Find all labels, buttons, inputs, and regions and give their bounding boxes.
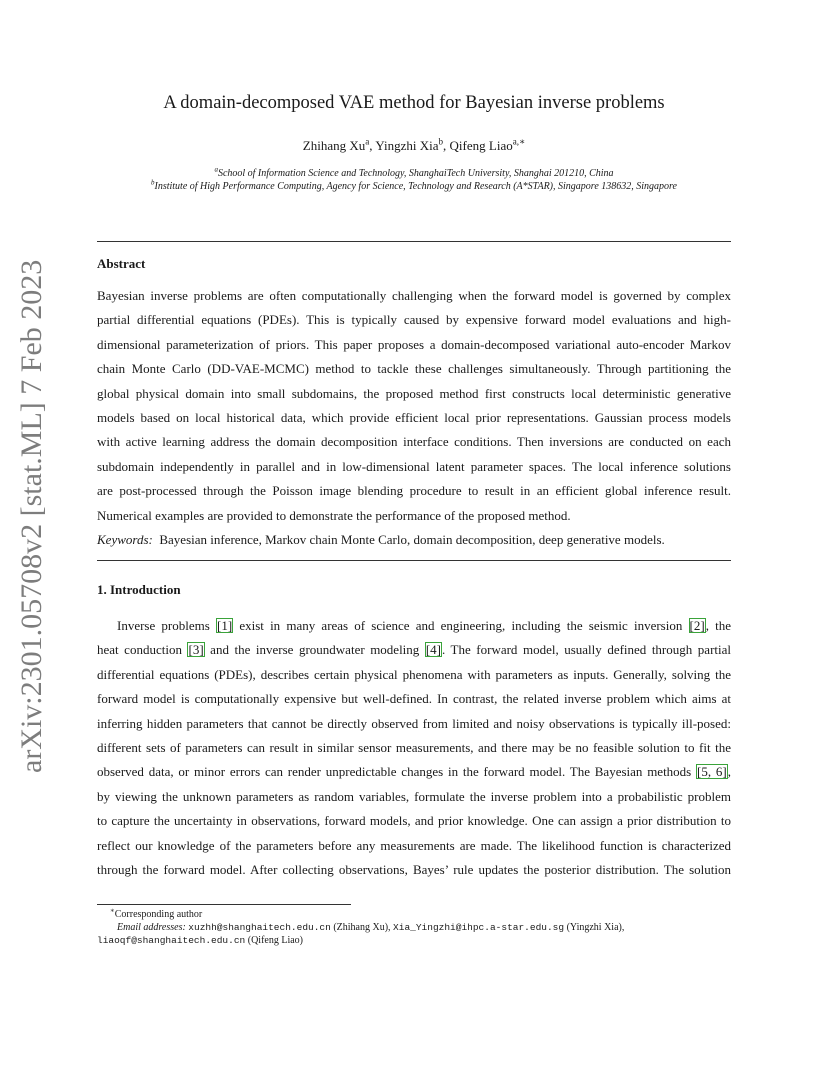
- abstract-body: [97, 284, 731, 552]
- abstract-line: chain Monte Carlo (DD-VAE-MCMC) method to tackle these challenges simultaneously. Through partitioning the: [97, 361, 731, 377]
- affiliation: [0, 165, 828, 179]
- abstract-line: are post-processed through the Poisson image blending procedure to result in an efficient global inference result.: [97, 483, 731, 499]
- abstract-line: Bayesian inverse problems are often computationally challenging when the forward model is governed by complex: [97, 288, 731, 303]
- citation-link[interactable]: [4]: [425, 642, 441, 658]
- citation-link[interactable]: [5, 6]: [697, 764, 727, 780]
- citation-link[interactable]: [2]: [689, 618, 705, 633]
- author-affiliation-mark: a,∗: [512, 136, 526, 147]
- email-owner: (Yingzhi Xia),: [564, 922, 625, 933]
- email-owner: (Zhihang Xu),: [330, 922, 394, 933]
- paper-title: A domain-decomposed VAE method for Bayesian inverse problems: [163, 93, 665, 113]
- abstract-heading: Abstract: [97, 256, 146, 271]
- intro-line: to capture the uncertainty in observations, forward models, and prior knowledge. One can assign a prior distribution to: [97, 813, 731, 829]
- keywords-line: [97, 528, 731, 552]
- intro-line: inferring hidden parameters that cannot be directly observed from limited and noisy observations is typically ill-posed:: [97, 715, 731, 731]
- footnote-text: Corresponding author: [114, 909, 203, 920]
- affiliation-text: School of Information Science and Technology, ShanghaiTech University, Shanghai 201210, China: [217, 168, 614, 179]
- abstract-line: dimensional parameterization of priors. This paper proposes a domain-decomposed variational auto-encoder Markov: [97, 336, 731, 352]
- keywords-label: Keywords:: [97, 532, 153, 548]
- intro-text: ,: [727, 764, 731, 780]
- intro-line: by viewing the unknown parameters as random variables, formulate the inverse problem into a probabilistic problem: [97, 788, 731, 804]
- intro-line: [97, 638, 731, 662]
- introduction-heading: 1. Introduction: [97, 582, 181, 597]
- author-name: Yingzhi Xia: [375, 138, 439, 153]
- intro-line: differential equations (PDEs), describes certain physical phenomena with parameters as inputs. Generally, solving the: [97, 666, 731, 682]
- keywords-text: Bayesian inference, Markov chain Monte Carlo, domain decomposition, deep generative models.: [159, 532, 665, 548]
- intro-text: Inverse problems: [117, 618, 216, 633]
- intro-line: [97, 614, 731, 638]
- intro-text: , the: [705, 618, 731, 633]
- arxiv-identifier: arXiv:2301.05708v2 [stat.ML] 7 Feb 2023: [15, 259, 48, 773]
- intro-text: . The forward model, usually defined through partial: [442, 642, 731, 658]
- author-affiliation-mark: b: [438, 136, 444, 147]
- footnote-emails: [117, 921, 757, 934]
- footnote-corresponding: ∗Corresponding author: [110, 906, 203, 920]
- intro-line: forward model is computationally expensive but well-defined. In contrast, the related inverse problem which aims at: [97, 691, 731, 707]
- footnote-emails-continued: [97, 934, 737, 947]
- abstract-top-rule: [97, 241, 731, 242]
- author-name: Zhihang Xu: [302, 138, 366, 153]
- abstract-line: Numerical examples are provided to demonstrate the performance of the proposed method.: [97, 507, 571, 523]
- intro-text: and the inverse groundwater modeling: [204, 642, 425, 658]
- abstract-line: global physical domain into small subdomains, the proposed method first constructs local deterministic generative: [97, 385, 731, 401]
- intro-text: exist in many areas of science and engineering, including the seismic inversion: [233, 618, 689, 633]
- abstract-line: subdomain independently in parallel and in low-dimensional latent parameter spaces. The local inference solutions: [97, 458, 731, 474]
- email-owner: (Qifeng Liao): [245, 935, 303, 946]
- citation-link[interactable]: [3]: [188, 642, 204, 658]
- intro-line: reflect our knowledge of the parameters before any measurements are made. The likelihood function is characterized: [97, 837, 731, 853]
- author-name: Qifeng Liao: [449, 138, 513, 153]
- affiliation-mark: a: [214, 165, 218, 174]
- email-address[interactable]: liaoqf@shanghaitech.edu.cn: [97, 935, 246, 946]
- footnote-rule: [97, 904, 351, 905]
- affiliation-text: Institute of High Performance Computing, Agency for Science, Technology and Research (A*STAR), Singapore 138632, Singapore: [154, 181, 677, 192]
- affiliation-mark: b: [150, 178, 155, 187]
- introduction-body: [97, 614, 731, 882]
- abstract-line: with active learning address the domain decomposition interface conditions. Then inversions are conducted on each: [97, 434, 731, 450]
- intro-text: heat conduction: [97, 642, 188, 658]
- author-list: Zhihang Xu$^a$, Yingzhi Xia$^b$, Qifeng Liao$^{a,∗}$: [302, 136, 526, 153]
- intro-line: different sets of parameters can result in similar sensor measurements, and there may be no feasible solution to fit the: [97, 740, 731, 756]
- abstract-line: partial differential equations (PDEs). This is typically caused by expensive forward model evaluations and high-: [97, 312, 731, 328]
- abstract-bottom-rule: [97, 560, 731, 561]
- intro-line: through the forward model. After collecting observations, Bayes’ rule updates the posterior distribution. The solution: [97, 862, 731, 878]
- affiliation: [0, 178, 828, 192]
- intro-text: observed data, or minor errors can render unpredictable changes in the forward model. The Bayesian methods: [97, 764, 697, 780]
- email-address[interactable]: xuzhh@shanghaitech.edu.cn: [188, 922, 331, 933]
- citation-link[interactable]: [1]: [217, 618, 233, 633]
- email-address[interactable]: Xia_Yingzhi@ihpc.a-star.edu.sg: [393, 922, 565, 933]
- abstract-line: models based on local historical data, which provide efficient local prior representations. Gaussian process models: [97, 410, 731, 426]
- email-label: Email addresses:: [117, 922, 186, 933]
- intro-line: [97, 760, 731, 784]
- author-affiliation-mark: a: [365, 136, 370, 147]
